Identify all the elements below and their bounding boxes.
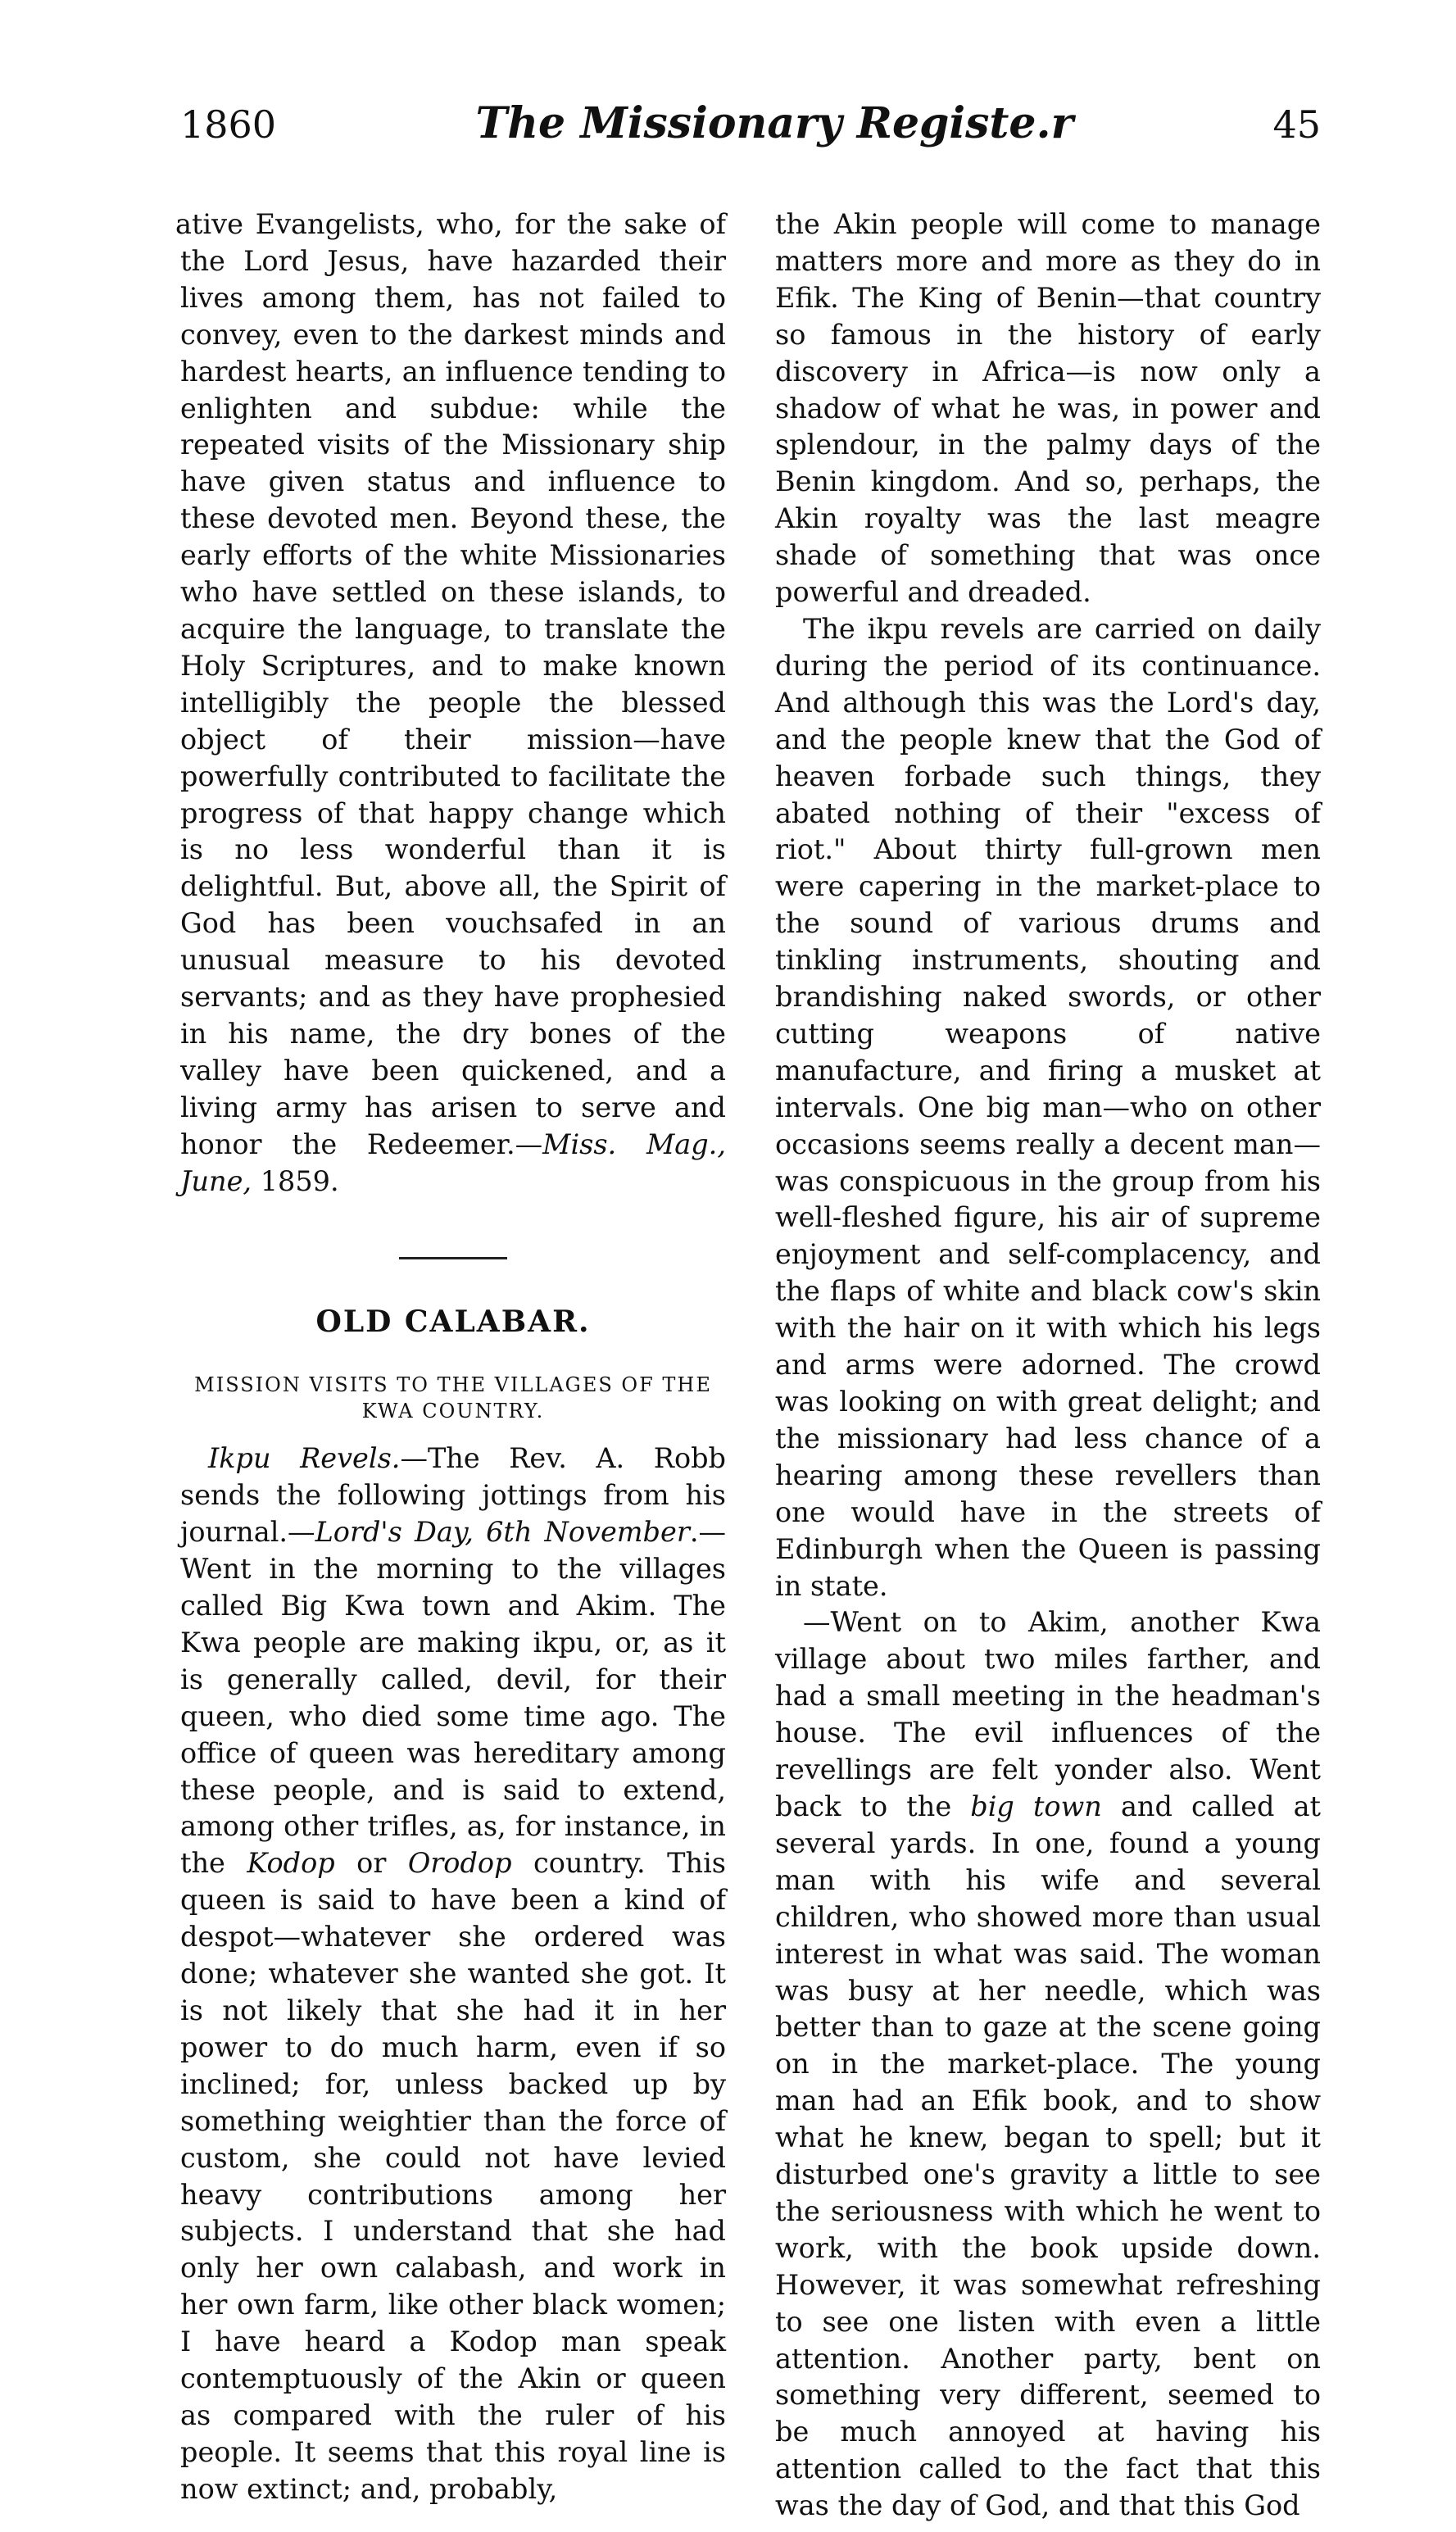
emphasis: big town <box>970 1790 1102 1822</box>
running-header <box>180 98 1321 156</box>
paragraph-text: and called at several yards. In one, found a young man with his wife and several children, who showed more than usual interest in what was said. The woman was busy at her needle, which was better than to gaze at the scene going on in the market-place. The young man had an Efik book, and to show what he knew, began to spell; but it disturbed one's gravity a little to see the seriousness with which he went to work, with the book upside down. However, it was somewhat refreshing to see one listen with even a little attention. Another party, bent on something very different, seemed to be much annoyed at having his attention called to the fact that this was the day of God, and that this God <box>775 1790 1322 2522</box>
article-paragraph <box>775 1604 1321 2525</box>
citation: Miss. Mag., June, <box>180 1128 726 1197</box>
paragraph-lead: Ikpu Revels. <box>208 1442 401 1475</box>
paragraph-text: .—Went in the morning to the villages called Big Kwa town and Akim. The Kwa people are making ikpu, or, as it is generally called, devil, for their queen, who died some time ago. The office of queen was hereditary among these people, and is said to extend, among other trifles, as, for instance, in the <box>180 1516 726 1880</box>
place-name: Orodop <box>407 1847 512 1880</box>
article-paragraph: the Akin people will come to manage matters more and more as they do in Efik. The King of Benin—that country so famous in the history of early discovery in Africa—is now only a shadow of what he was, in power and splendour, in the palmy days of the Benin kingdom. And so, perhaps, the Akin royalty was the last meagre shade of something that was once powerful and dreaded. <box>775 208 1321 609</box>
article-paragraph <box>180 1441 726 2507</box>
page-number: 45 <box>1272 102 1321 147</box>
journal-date: Lord's Day, 6th November <box>315 1516 690 1549</box>
place-name: Kodop <box>247 1847 335 1880</box>
text-columns <box>175 206 1322 2525</box>
header-year: 1860 <box>180 102 277 147</box>
paragraph-text: —Went on to Akim, another Kwa village about two miles farther, and had a small meeting in the headman's house. The evil influences of the revellings are felt yonder also. Went back to the <box>775 1606 1321 1822</box>
section-subtitle <box>180 1372 726 1424</box>
section-divider <box>399 1257 507 1259</box>
subtitle-line: KWA COUNTRY. <box>361 1400 545 1423</box>
left-column <box>175 206 726 2525</box>
article-paragraph <box>175 206 726 1200</box>
article-paragraph: The ikpu revels are carried on daily during the period of its continuance. And although this was the Lord's day, and the people knew that the God of heaven forbade such things, they abated nothing of their "excess of riot." About thirty full-grown men were capering in the market-place to the sound of various drums and tinkling instruments, shouting and brandishing naked swords, or other cutting weapons of native manufacture, and firing a musket at intervals. One big man—who on other occasions seems really a decent man—was conspicuous in the group from his well-fleshed figure, his air of supreme enjoyment and self-complacency, and the flaps of white and black cow's skin with the hair on it with which his legs and arms were adorned. The crowd was looking on with great delight; and the missionary had less chance of a hearing among these revellers than one would have in the streets of Edinburgh when the Queen is passing in state. <box>775 612 1321 1602</box>
citation-year: 1859. <box>252 1164 339 1197</box>
paragraph-text: country. This queen is said to have been a kind of despot—whatever she ordered was done; whatever she wanted she got. It is not likely that she had it in her power to do much harm, even if so inclined; for, unless backed up by something weightier than the force of custom, she could not have levied heavy contributions among her subjects. I understand that she had only her own calabash, and work in her own farm, like other black women; I have heard a Kodop man speak contemptuously of the Akin or queen as compared with the ruler of his people. It seems that this royal line is now extinct; and, probably, <box>180 1847 726 2505</box>
header-title: The Missionary Registe.r <box>475 98 1074 148</box>
section-title: OLD CALABAR. <box>315 1305 591 1340</box>
paragraph-text: —The Rev. A. Robb sends the following jottings from his journal.— <box>180 1442 726 1549</box>
subtitle-line: MISSION VISITS TO THE VILLAGES OF THE <box>194 1373 712 1397</box>
right-column <box>775 206 1321 2525</box>
conjunction: or <box>334 1847 408 1880</box>
paragraph-text: ative Evangelists, who, for the sake of the Lord Jesus, have hazarded their lives among them, has not failed to convey, even to the darkest minds and hardest hearts, an influence tending to enlighten and subdue: while the repeated visits of the Missionary ship have given status and influence to these devoted men. Beyond these, the early efforts of the white Missionaries who have settled on these islands, to acquire the language, to translate the Holy Scriptures, and to make known intelligibly the people the blessed object of their mission—have powerfully contributed to facilitate the progress of that happy change which is no less wonderful than it is delightful. But, above all, the Spirit of God has been vouchsafed in an unusual measure to his devoted servants; and as they have prophesied in his name, the dry bones of the valley have been quickened, and a living army has arisen to serve and honor the Redeemer.— <box>175 208 726 1160</box>
